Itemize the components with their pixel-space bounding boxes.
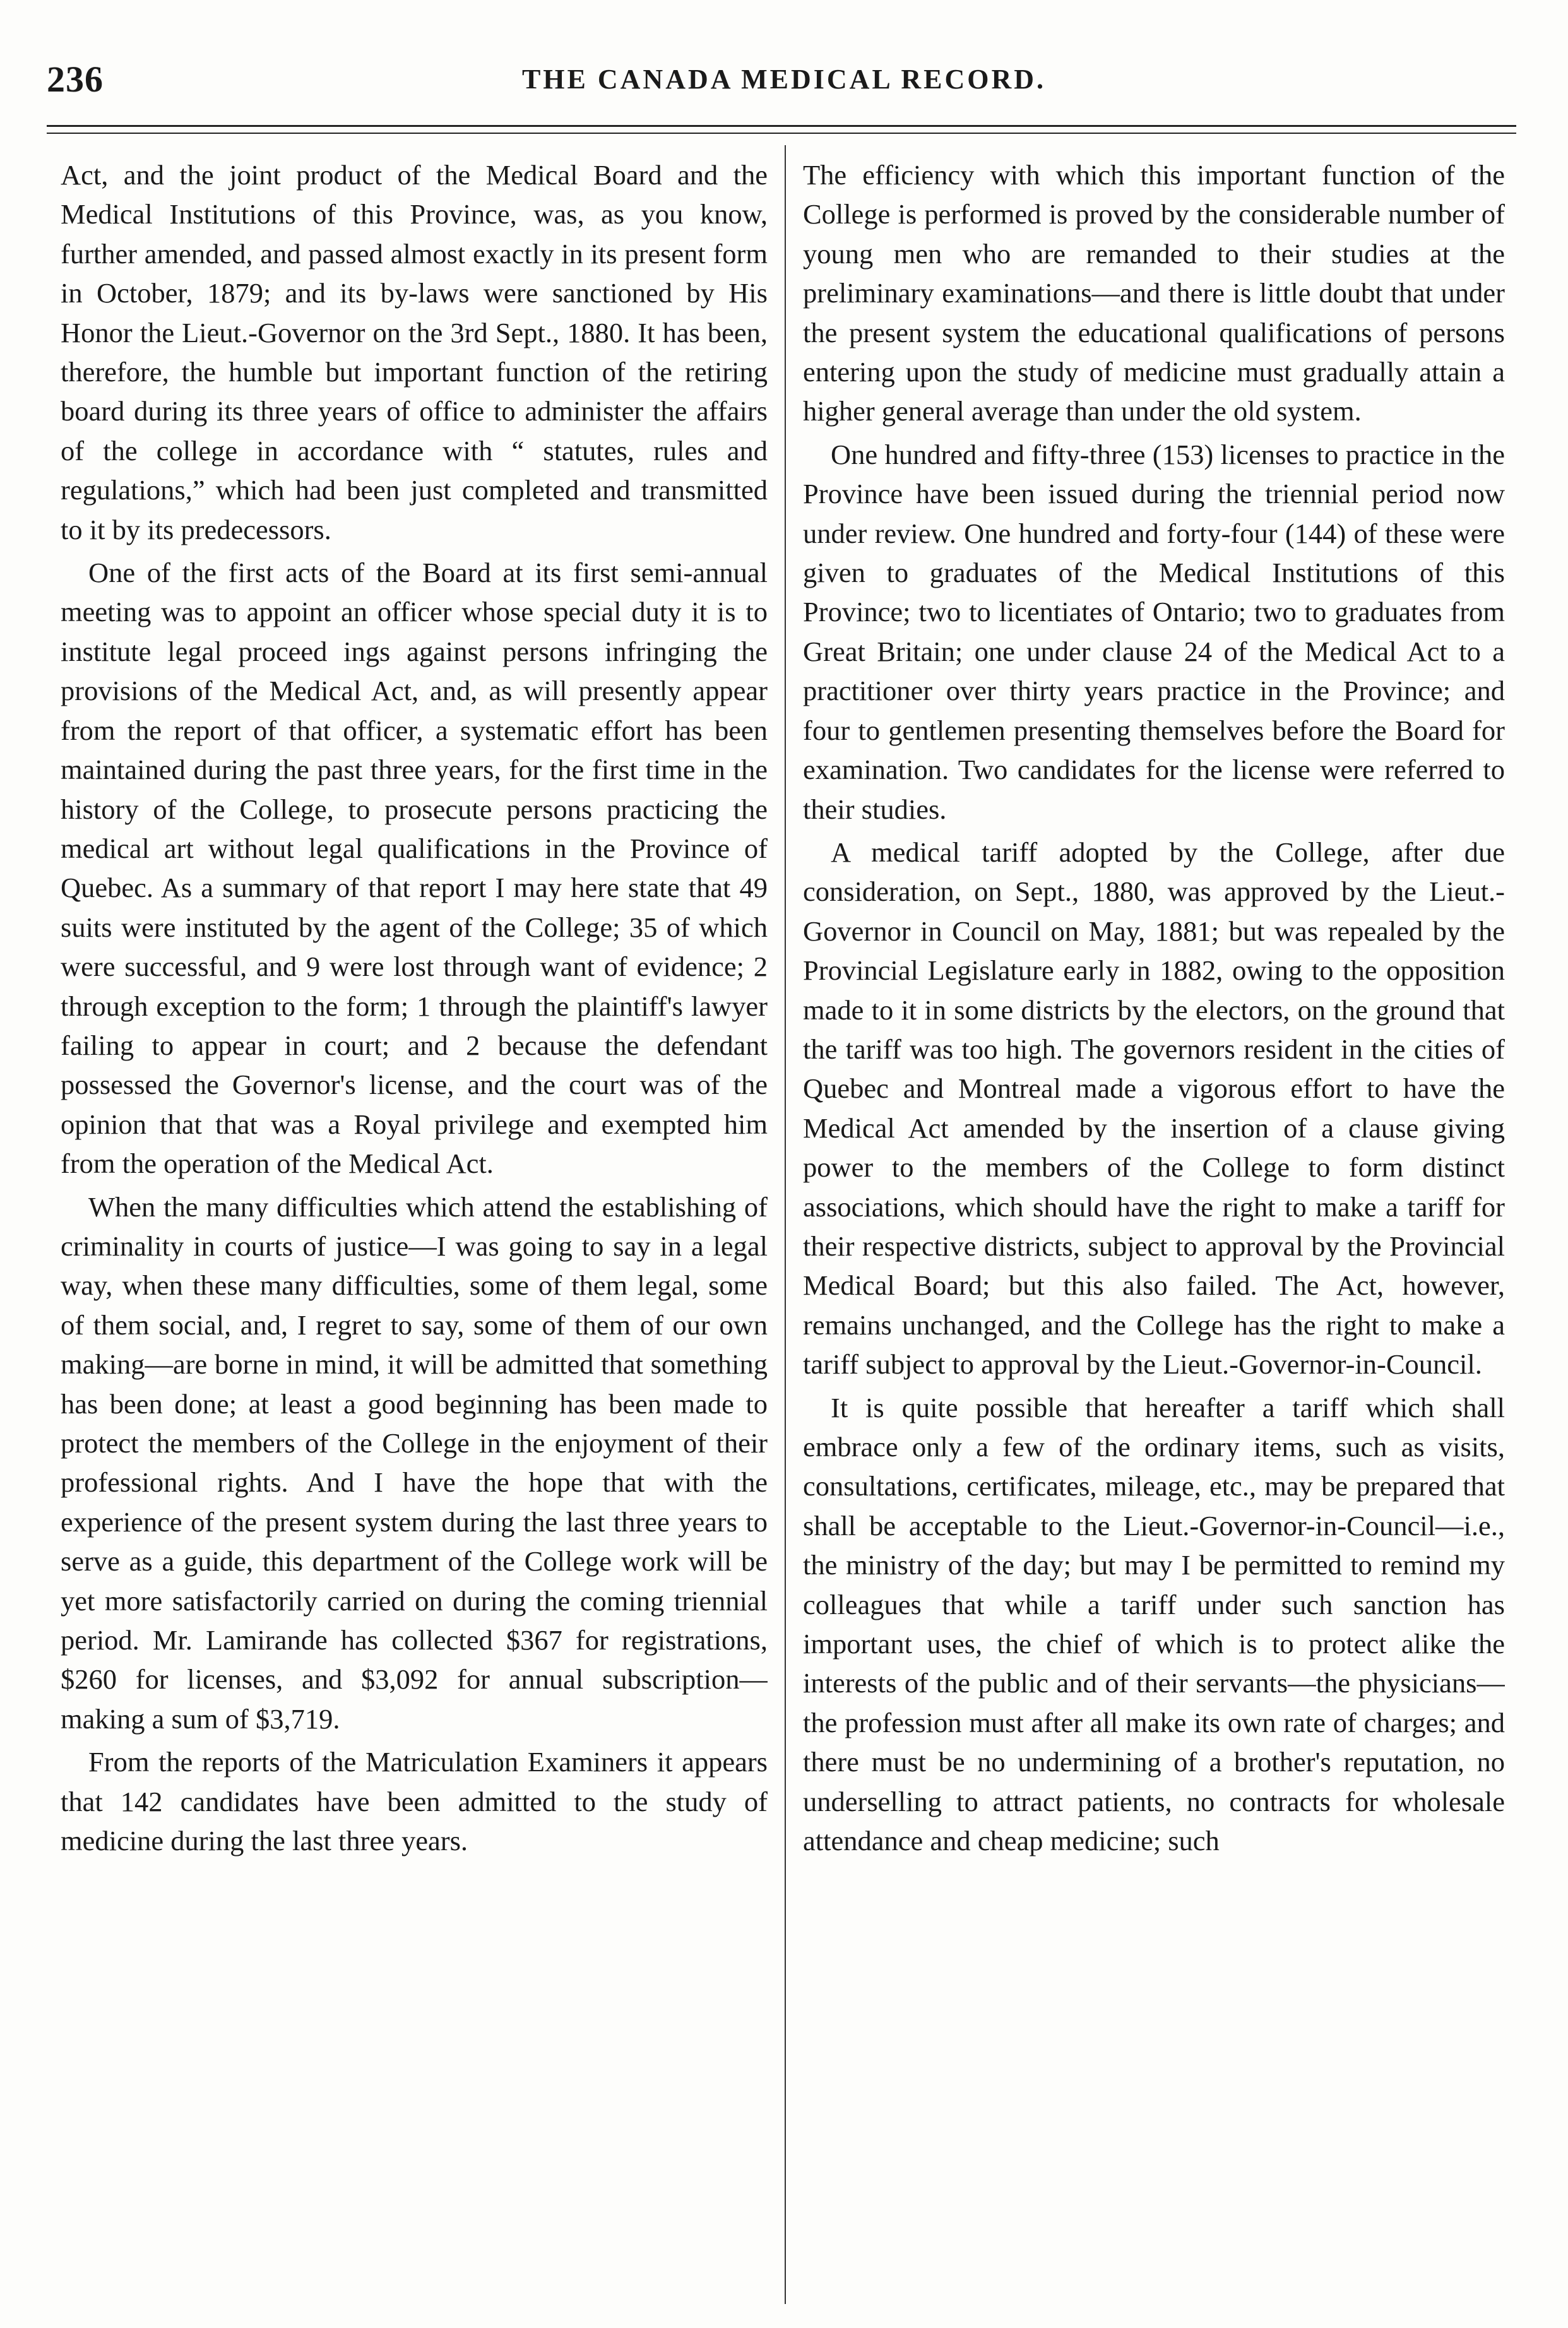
paragraph: One of the first acts of the Board at its first semi-annual meeting was to appoint an officer whose special duty it is to institute legal proceed ings against persons infringing the provisions of the Medical Act, and, as will presently appear from the report of that officer, a systematic effort has been maintained during the past three years, for the first time in the history of the College, to prosecute persons practicing the medical art without legal qualifications in the Province of Quebec. As a summary of that report I may here state that 49 suits were instituted by the agent of the College; 35 of which were successful, and 9 were lost through want of evidence; 2 through exception to the form; 1 through the plaintiff's lawyer failing to appear in court; and 2 because the defendant possessed the Governor's license, and the court was of the opinion that that was a Royal privilege and exempted him from the operation of the Medical Act. <box>61 557 768 1180</box>
paragraph: A medical tariff adopted by the College, after due consideration, on Sept., 1880, was approved by the Lieut.-Governor in Council on May, 1881; but was repealed by the Provincial Legislature early in 1882, owing to the opposition made to it in some districts by the electors, on the ground that the tariff was too high. The governors resident in the cities of Quebec and Montreal made a vigorous effort to have the Medical Act amended by the insertion of a clause giving power to the members of the College to form distinct associations, which should have the right to make a tariff for their respective districts, subject to approval by the Provincial Medical Board; but this also failed. The Act, however, remains unchanged, and the College has the right to make a tariff subject to approval by the Lieut.-Governor-in-Council. <box>803 836 1505 1381</box>
right-column <box>803 155 1505 2314</box>
running-title: THE CANADA MEDICAL RECORD. <box>521 64 1047 95</box>
paragraph: The efficiency with which this important function of the College is performed is proved by the considerable number of young men who are remanded to their studies at the preliminary examinations—and there is little doubt that under the present system the educational qualifications of persons entering upon the study of medicine must gradually attain a higher general average than under the old system. <box>803 159 1505 427</box>
left-column <box>61 155 768 2314</box>
paragraph: When the many difficulties which attend the establishing of criminality in courts of justice—I was going to say in a legal way, when these many difficulties, some of them legal, some of them social, and, I regret to say, some of them of our own making—are borne in mind, it will be admitted that something has been done; at least a good beginning has been made to protect the members of the College in the enjoyment of their professional rights. And I have the hope that with the experience of the present system during the last three years to serve as a guide, this department of the College work will be yet more satisfactorily carried on during the coming triennial period. Mr. Lamirande has collected $367 for registrations, $260 for licenses, and $3,092 for annual subscription—making a sum of $3,719. <box>61 1191 768 1735</box>
page-number: 236 <box>47 59 104 100</box>
column-divider <box>785 145 786 2304</box>
paragraph: It is quite possible that hereafter a tariff which shall embrace only a few of the ordinary items, such as visits, consultations, certificates, mileage, etc., may be prepared that shall be acceptable to the Lieut.-Governor-in-Council—i.e., the ministry of the day; but may I be permitted to remind my colleagues that while a tariff under such sanction has important uses, the chief of which is to protect alike the interests of the public and of their servants—the physicians—the profession must after all make its own rate of charges; and there must be no undermining of a brother's reputation, no underselling to attract patients, no contracts for wholesale attendance and cheap medicine; such <box>803 1391 1505 1857</box>
header-rule-top <box>47 125 1516 127</box>
header-rule-bottom <box>47 133 1516 134</box>
paragraph: Act, and the joint product of the Medical Board and the Medical Institutions of this Province, was, as you know, further amended, and passed almost exactly in its present form in October, 1879; and its by-laws were sanctioned by His Honor the Lieut.-Governor on the 3rd Sept., 1880. It has been, therefore, the humble but important function of the retiring board during its three years of office to administer the affairs of the college in accordance with “ statutes, rules and regulations,” which had been just completed and transmitted to it by its predecessors. <box>61 159 768 545</box>
paragraph: From the reports of the Matriculation Examiners it appears that 142 candidates have been admitted to the study of medicine during the last three years. <box>61 1746 768 1857</box>
paragraph: One hundred and fifty-three (153) licenses to practice in the Province have been issued during the triennial period now under review. One hundred and forty-four (144) of these were given to graduates of the Medical Institutions of this Province; two to licentiates of Ontario; two to graduates from Great Britain; one under clause 24 of the Medical Act to a practitioner over thirty years practice in the Province; and four to gentlemen presenting themselves before the Board for examination. Two candidates for the license were referred to their studies. <box>803 438 1505 825</box>
